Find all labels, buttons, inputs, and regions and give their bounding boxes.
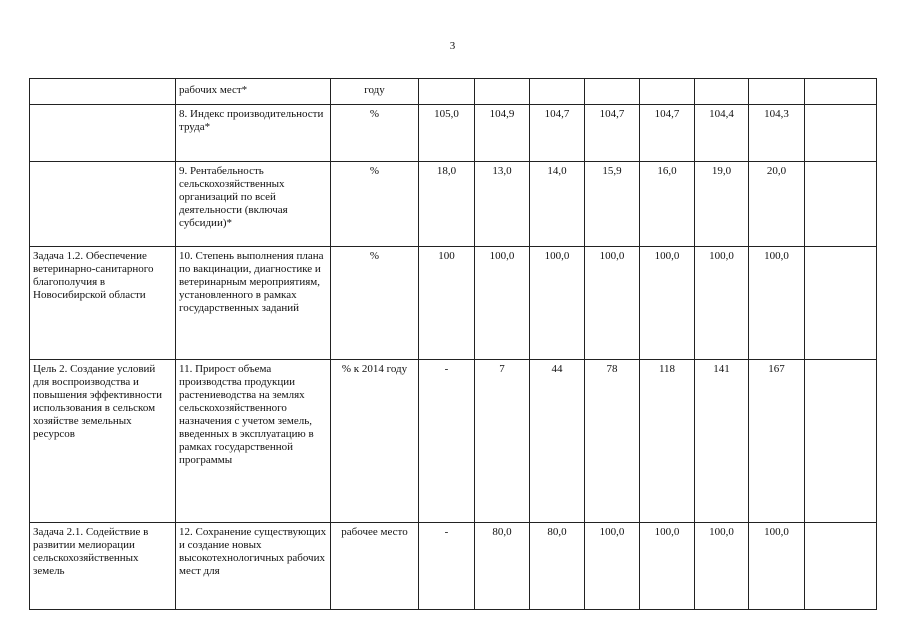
value-cell: 100,0 (640, 247, 695, 360)
value-cell (475, 79, 530, 105)
indicator-cell: 9. Рентабельность сельскохозяйственных организаций по всей деятельности (включая субсидии)* (176, 162, 331, 247)
indicator-cell: 11. Прирост объема производства продукции растениеводства на землях сельскохозяйственного назначения с учетом земель, введенных в эксплуатацию в рамках государственной программы (176, 360, 331, 523)
value-cell: 100,0 (749, 523, 805, 610)
value-cell: 100,0 (640, 523, 695, 610)
indicator-cell: 12. Сохранение существующих и создание новых высокотехнологичных рабочих мест для (176, 523, 331, 610)
indicators-table (29, 78, 877, 610)
empty-cell (805, 523, 877, 610)
value-cell: 19,0 (695, 162, 749, 247)
unit-cell: % к 2014 году (331, 360, 419, 523)
value-cell (749, 79, 805, 105)
value-cell (640, 79, 695, 105)
goal-cell: Задача 1.2. Обеспечение ветеринарно-санитарного благополучия в Новосибирской области (30, 247, 176, 360)
value-cell: 20,0 (749, 162, 805, 247)
goal-cell: Задача 2.1. Содействие в развитии мелиорации сельскохозяйственных земель (30, 523, 176, 610)
table-row (30, 162, 877, 247)
empty-cell (805, 162, 877, 247)
value-cell: 100,0 (695, 523, 749, 610)
table-row (30, 360, 877, 523)
value-cell: 100,0 (475, 247, 530, 360)
value-cell: 167 (749, 360, 805, 523)
table-row (30, 523, 877, 610)
value-cell: 78 (585, 360, 640, 523)
unit-cell: году (331, 79, 419, 105)
value-cell: 100,0 (585, 247, 640, 360)
value-cell: - (419, 523, 475, 610)
goal-cell (30, 79, 176, 105)
value-cell: 104,7 (530, 105, 585, 162)
empty-cell (805, 105, 877, 162)
value-cell: 105,0 (419, 105, 475, 162)
value-cell: 100,0 (749, 247, 805, 360)
value-cell: 15,9 (585, 162, 640, 247)
value-cell: 14,0 (530, 162, 585, 247)
empty-cell (805, 360, 877, 523)
page-number: 3 (449, 40, 456, 52)
value-cell: 100 (419, 247, 475, 360)
table-row (30, 79, 877, 105)
value-cell (530, 79, 585, 105)
empty-cell (805, 247, 877, 360)
value-cell: 13,0 (475, 162, 530, 247)
indicator-cell: 8. Индекс производительности труда* (176, 105, 331, 162)
value-cell (585, 79, 640, 105)
value-cell: 141 (695, 360, 749, 523)
value-cell: 16,0 (640, 162, 695, 247)
value-cell: 104,4 (695, 105, 749, 162)
value-cell: 80,0 (530, 523, 585, 610)
value-cell: 80,0 (475, 523, 530, 610)
value-cell: 104,7 (585, 105, 640, 162)
value-cell: 100,0 (695, 247, 749, 360)
value-cell: - (419, 360, 475, 523)
value-cell: 118 (640, 360, 695, 523)
value-cell: 18,0 (419, 162, 475, 247)
goal-cell (30, 162, 176, 247)
table-row (30, 247, 877, 360)
value-cell: 104,3 (749, 105, 805, 162)
value-cell (419, 79, 475, 105)
unit-cell: рабочее место (331, 523, 419, 610)
value-cell: 44 (530, 360, 585, 523)
unit-cell: % (331, 162, 419, 247)
unit-cell: % (331, 247, 419, 360)
indicator-cell: 10. Степень выполнения плана по вакцинации, диагностике и ветеринарным мероприятиям, установленного в рамках государственных заданий (176, 247, 331, 360)
value-cell: 100,0 (530, 247, 585, 360)
value-cell: 7 (475, 360, 530, 523)
empty-cell (805, 79, 877, 105)
goal-cell (30, 105, 176, 162)
value-cell: 104,9 (475, 105, 530, 162)
value-cell: 104,7 (640, 105, 695, 162)
value-cell: 100,0 (585, 523, 640, 610)
unit-cell: % (331, 105, 419, 162)
goal-cell: Цель 2. Создание условий для воспроизводства и повышения эффективности использования в сельском хозяйстве земельных ресурсов (30, 360, 176, 523)
value-cell (695, 79, 749, 105)
indicator-cell: рабочих мест* (176, 79, 331, 105)
table-row (30, 105, 877, 162)
